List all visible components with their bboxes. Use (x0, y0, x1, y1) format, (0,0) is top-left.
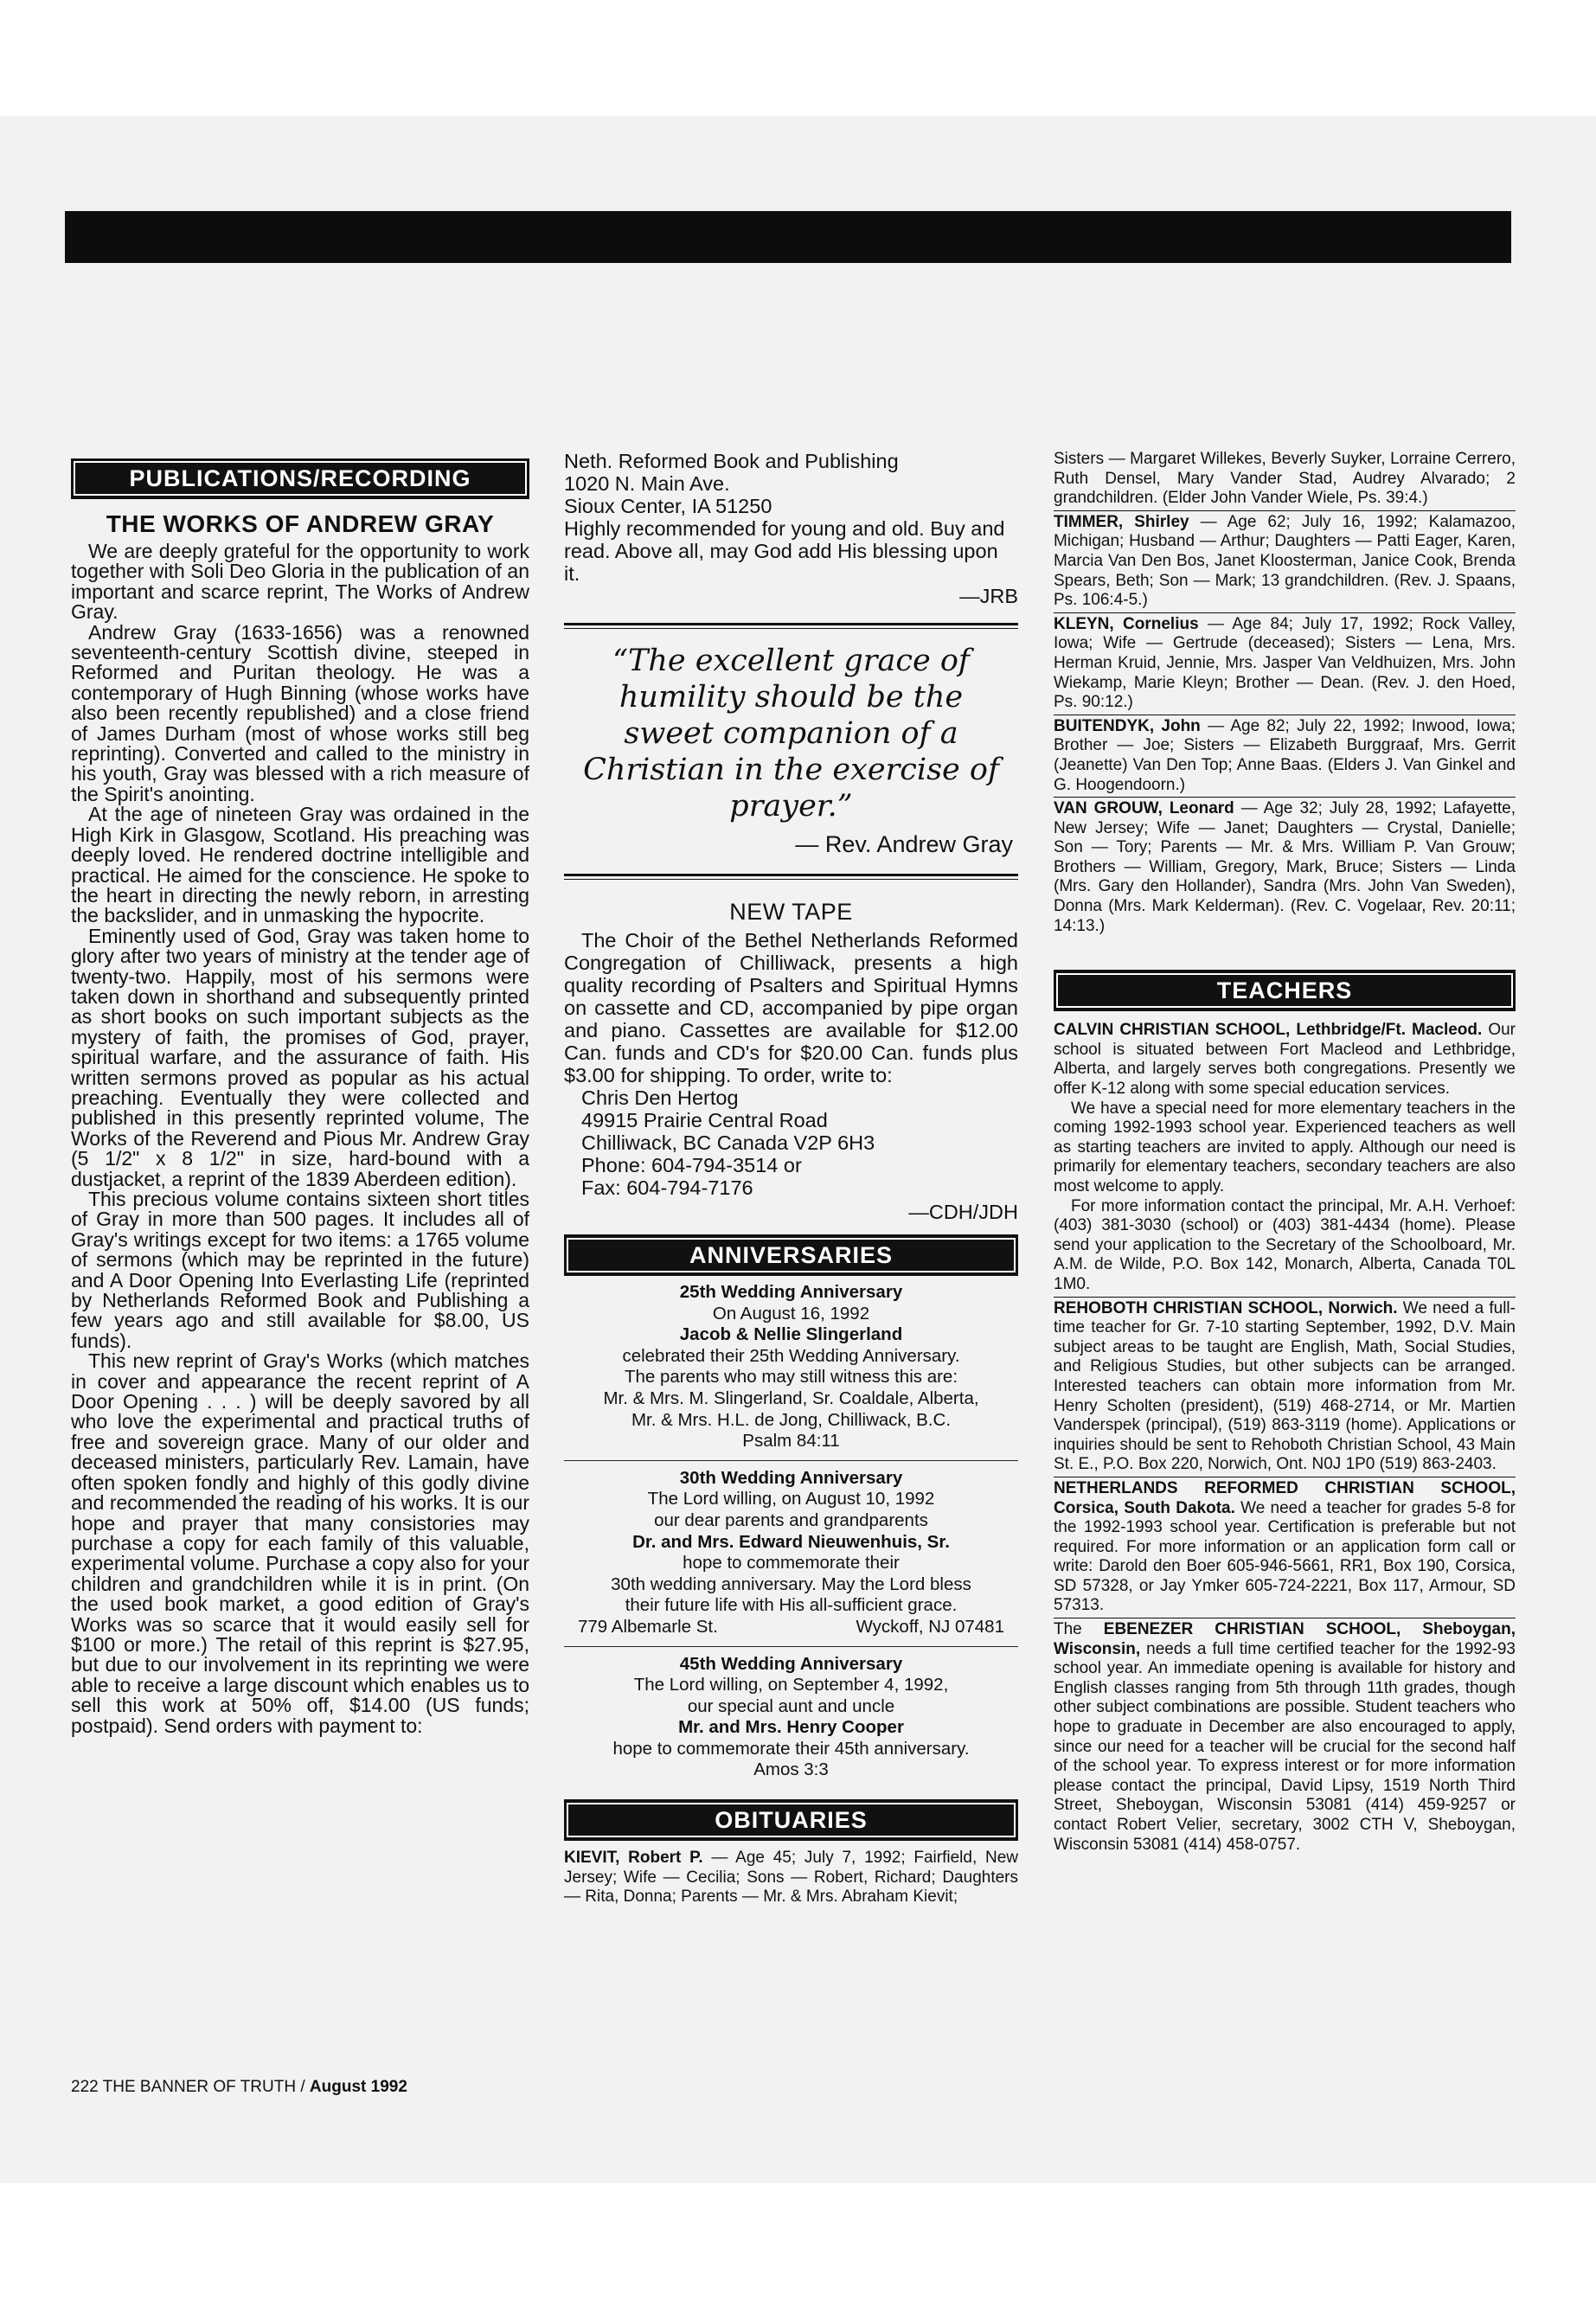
page-footer (71, 2078, 407, 2097)
teacher-ad-text: We need a teacher for grades 5-8 for the 1992-1993 school year. Certification is preferable but not required. For more information or an application form call or write: Darold den Boer 605-946-5661, RR1, Box 190, Corsica, SD 57328, or Jay Ymker 605-724-2221, Box 117, Armour, SD 57313. (1054, 1498, 1516, 1615)
article-paragraph: Eminently used of God, Gray was taken home to glory after two years of ministry at the tender age of twenty-two. Happily, most of his sermons were taken down in shorthand and subsequently printed as short books on such important subjects as the mystery of faith, the promises of God, prayer, spiritual warfare, and the assurance of faith. His written sermons proved as popular as his actual preaching. Eventually they were collected and published in this presently reprinted volume, The Works of the Reverend and Pious Mr. Andrew Gray (5 1/2" x 8 1/2" in size, hard-bound with a dustjacket, a reprint of the 1839 Aberdeen edition). (71, 924, 529, 1190)
anniversary-text: Amos 3:3 (753, 1759, 829, 1780)
contact-line: Chris Den Hertog (581, 1086, 739, 1109)
obituary-entry (1054, 612, 1516, 713)
contact-line: Fax: 604-794-7176 (581, 1176, 753, 1199)
anniversary-text: Psalm 84:11 (742, 1431, 840, 1452)
tape-title: NEW TAPE (729, 899, 853, 925)
anniversary-line: Mr. & Mrs. H.L. de Jong, Chilliwack, B.C. (631, 1409, 952, 1430)
anniversary-line: The Lord willing, on August 10, 1992 (647, 1489, 935, 1509)
obituary-entry (1054, 797, 1516, 936)
teacher-ad (1054, 1021, 1516, 1099)
publisher-address (564, 450, 1018, 517)
section-banner-obituaries: OBITUARIES (564, 1800, 1018, 1840)
address-line: Sioux Center, IA 51250 (564, 495, 772, 517)
teacher-ad-text: needs a full time certified teacher for the 1992-93 school year. An immediate opening is available for history and English classes ranging from 5th through 11th grades, though other subject combinations are possible. Student teachers who hope to graduate in December are also encouraged to apply, since our need for a teacher will be crucial for the second half of the school year. To express interest or for more information please contact the principal, David Lipsy, 1519 North Third Street, Sheboygan, Wisconsin 53081 (414) 459-9257 or contact Robert Velier, secretary, 3002 CTH V, Sheboygan, Wisconsin 53081 (414) 458-0757. (1054, 1639, 1516, 1854)
article-paragraph: We are deeply grateful for the opportunity to work together with Soli Deo Gloria in the publication of an important and scarce reprint, The Works of Andrew Gray. (71, 540, 529, 624)
contact-line: Phone: 604-794-3514 or (581, 1154, 802, 1176)
anniversary-line: On August 16, 1992 (712, 1303, 870, 1324)
section-banner-teachers: TEACHERS (1054, 971, 1516, 1010)
tape-body: The Choir of the Bethel Netherlands Reformed Congregation of Chilliwack, presents a high quality recording of Psalters and Spiritual Hymns on cassette and CD, accompanied by pipe organ and piano. Cassettes are available for $12.00 Can. funds and CD's for $20.00 Can. funds plus $3.00 for shipping. To order, write to: (564, 929, 1018, 1086)
anniversary-45th (564, 1654, 1018, 1782)
anniversary-couple: Dr. and Mrs. Edward Nieuwenhuis, Sr. (632, 1531, 950, 1552)
signature-jrb: —JRB (959, 585, 1018, 607)
divider (564, 1460, 1018, 1461)
obituary-name: KLEYN, Cornelius (1054, 614, 1199, 633)
anniversary-line: Mr. & Mrs. M. Slingerland, Sr. Coaldale, Alberta, (603, 1388, 979, 1408)
anniversary-heading: 45th Wedding Anniversary (679, 1653, 903, 1674)
teacher-ad-paragraph: For more information contact the principal, Mr. A.H. Verhoef: (403) 381-3030 (school) or (403) 381-4434 (home). Please send your application to the Secretary of the Schoolboard, Mr. A.M. de Wilde, P.O. Box 142, Monarch, Alberta, Canada T0L 1M0. (1054, 1196, 1516, 1293)
anniversary-heading: 30th Wedding Anniversary (679, 1467, 903, 1488)
anniversary-line: hope to commemorate their 45th anniversary. (612, 1738, 970, 1759)
article-paragraph: This precious volume contains sixteen short titles of Gray in more than 500 pages. It includes all of Gray's writings except for two items: a 1765 volume of sermons (which may be reprinted in the future) and A Door Opening Into Everlasting Life (reprinted by Netherlands Reformed Book and Publishing a few years ago and still available for $8.00, US funds). (71, 1188, 529, 1352)
column-publications (71, 458, 529, 2067)
anniversary-30th (564, 1468, 1018, 1638)
anniversary-couple: Jacob & Nellie Slingerland (679, 1324, 903, 1345)
quote-rule-bottom (564, 874, 1018, 880)
quote-rule-top (564, 623, 1018, 629)
tape-contact (564, 1086, 1018, 1199)
article-paragraph: Andrew Gray (1633-1656) was a renowned seventeenth-century Scottish divine, steeped in Reformed and Puritan theology. He was a contemporary of Hugh Binning (whose works have also been recently republished) and a close friend of James Durham (most of whose works still beg reprinting). Converted and called to the ministry in his youth, Gray was blessed with a rich measure of the Spirit's anointing. (71, 620, 529, 805)
contact-line: Chilliwack, BC Canada V2P 6H3 (581, 1131, 875, 1154)
address-city: Wyckoff, NJ 07481 (856, 1616, 1004, 1637)
column-middle (564, 450, 1018, 2106)
obituary-name: KIEVIT, Robert P. (564, 1849, 703, 1868)
school-name: CALVIN CHRISTIAN SCHOOL, Lethbridge/Ft. Macleod. (1054, 1021, 1483, 1040)
teacher-ad (1054, 1297, 1516, 1475)
address-line: 1020 N. Main Ave. (564, 472, 730, 495)
anniversary-line: 30th wedding anniversary. May the Lord bless (611, 1574, 971, 1594)
teacher-ad-text: We need a full-time teacher for Gr. 7-10 starting September, 1992, D.V. Main subject areas to be taught are English, Math, Social Studies, and Religious Studies, but other subjects can be arranged. Interested teachers can obtain more information from Mr. Henry Scholten (president), (519) 468-2714, or Mr. Martien Vanderspek (principal), (519) 863-3119 (home). Applications or inquiries should be sent to Rehoboth Christian School, 43 Main St. E., P.O. Box 220, Norwich, Ont. N0J 1P0 (519) 863-2403. (1054, 1298, 1516, 1474)
obituary-name: VAN GROUW, Leonard (1054, 799, 1234, 818)
anniversary-line: our special aunt and uncle (687, 1695, 895, 1716)
anniversary-line: The Lord willing, on September 4, 1992, (633, 1675, 949, 1695)
anniversary-line: celebrated their 25th Wedding Anniversary. (622, 1345, 960, 1366)
obituary-text: — Age 32; July 28, 1992; Lafayette, New Jersey; Wife — Janet; Daughters — Crystal, Danielle; Son — Tory; Parents — Mr. & Mrs. William P. Van Grouw; Brothers — William, Gregory, Mark, Bruce; Sisters — Linda (Mrs. Gary den Hollander), Sandra (Mrs. John Van Sweden), Donna (Mrs. Mark Kelderman). (Rev. C. Vogelaar, Rev. 20:11; 14:13.) (1054, 799, 1516, 935)
article-paragraph: At the age of nineteen Gray was ordained in the High Kirk in Glasgow, Scotland. His preaching was deeply loved. He rendered doctrine intelligible and practical. He aimed for the conscience. He spoke to the heart in directing the newly reborn, in arresting the backslider, and in unmasking the hypocrite. (71, 803, 529, 927)
obituary-text: — Age 62; July 16, 1992; Kalamazoo, Michigan; Husband — Arthur; Daughters — Patti Eager, Karen, Marcia Van Den Bos, Janet Kloosterman, Janice Cook, Brenda Spears, Beth; Son — Mark; 13 grandchildren. (Rev. J. Spaans, Ps. 106:4-5.) (1054, 512, 1516, 610)
article-paragraph: This new reprint of Gray's Works (which matches in cover and appearance the recent reprint of A Door Opening . . . ) will be deeply savored by all who love the experimental and practical truths of free and sovereign grace. Many of our older and deceased ministers, particularly Rev. Lamain, have often spoken fondly and highly of this godly divine and recommended the reading of his works. It is our hope and prayer that many consistories may purchase a copy for each family of this valuable, experimental volume. Purchase a copy also for your children and grandchildren while it is in print. (On the used book market, a good edition of Gray's Works was so scarce that it would easily sell for $100 or more.) The retail of this reprint is $27.95, but due to our involvement in its reprinting we were able to receive a large discount which enables us to sell this work at 50% off, $14.00 (US funds; postpaid). Send orders with payment to: (71, 1349, 529, 1737)
obituary-text: — Age 84; July 17, 1992; Rock Valley, Iowa; Wife — Gertrude (deceased); Sisters — Lena, Mrs. Herman Kruid, Jennie, Mrs. Jasper Van Veldhuizen, Mrs. John Wiekamp, Marie Kleyn; Brother — Dean. (Rev. J. den Hoed, Ps. 90:12.) (1054, 614, 1516, 712)
obituary-entry (1054, 715, 1516, 795)
anniversary-line: The parents who may still witness this are: (624, 1367, 958, 1388)
publication-name: THE BANNER OF TRUTH / (102, 2078, 305, 2096)
teacher-ad-prefix: The (1054, 1620, 1104, 1639)
section-banner-publications: PUBLICATIONS/RECORDING (71, 458, 529, 498)
recommendation-text: Highly recommended for young and old. Buy and read. Above all, may God add His blessing upon it. (564, 517, 1005, 585)
teacher-ad-paragraph: We have a special need for more elementary teachers in the coming 1992-1993 school year. Experienced teachers as well as starting teachers are invited to apply. Although our need is primarily for elementary teachers, secondary teachers are also most welcome to apply. (1054, 1099, 1516, 1195)
obituary-name: BUITENDYK, John (1054, 716, 1201, 735)
obituary-text: — Age 45; July 7, 1992; Fairfield, New Jersey; Wife — Cecilia; Sons — Robert, Richard; Daughters — Rita, Donna; Parents — Mr. & Mrs. Abraham Kievit; (564, 1849, 1018, 1907)
section-banner-anniversaries: ANNIVERSARIES (564, 1235, 1018, 1275)
anniversary-line: our dear parents and grandparents (654, 1509, 928, 1530)
divider (564, 1646, 1018, 1647)
school-name: EBENEZER CHRISTIAN SCHOOL, Sheboygan, Wisconsin, (1054, 1620, 1516, 1658)
anniversary-couple: Mr. and Mrs. Henry Cooper (678, 1717, 904, 1738)
teacher-ad (1054, 1618, 1516, 1855)
contact-line: 49915 Prairie Central Road (581, 1109, 828, 1131)
obituary-continued: Sisters — Margaret Willekes, Beverly Suyker, Lorraine Cerrero, Ruth Densel, Mary Vander Stad, Audrey Alvarado; 2 grandchildren. (Elder John Vander Wiele, Ps. 39:4.) (1054, 450, 1516, 508)
pull-quote: “The excellent grace of humility should be the sweet companion of a Christian in the exercise of prayer.” (583, 644, 999, 824)
article-title: THE WORKS OF ANDREW GRAY (106, 510, 495, 537)
obituary-entry (564, 1849, 1018, 1907)
address-street: 779 Albemarle St. (578, 1616, 718, 1637)
school-name: REHOBOTH CHRISTIAN SCHOOL, Norwich. (1054, 1298, 1398, 1317)
anniversary-25th (564, 1282, 1018, 1452)
page-number: 222 (71, 2078, 99, 2096)
school-name: NETHERLANDS REFORMED CHRISTIAN SCHOOL, Corsica, South Dakota. (1054, 1478, 1516, 1517)
anniversary-line: their future life with His all-sufficient grace. (625, 1595, 958, 1616)
teacher-ad-text: Our school is situated between Fort Macleod and Lethbridge, Alberta, and largely serves both congregations. Presently we offer K-12 along with some special education services. (1054, 1021, 1516, 1099)
teacher-ad (1054, 1477, 1516, 1616)
obituary-entry (1054, 510, 1516, 611)
header-bar (65, 211, 1511, 263)
address-line: Neth. Reformed Book and Publishing (564, 450, 899, 472)
anniversary-line: hope to commemorate their (683, 1553, 900, 1574)
obituary-text: — Age 82; July 22, 1992; Inwood, Iowa; Brother — Joe; Sisters — Elizabeth Burggraaf, Mrs. Gerrit (Jeanette) Van Den Top; Anne Baas. (Elders J. Van Ginkel and G. Hoogendoorn.) (1054, 716, 1516, 794)
signature-cdh: —CDH/JDH (908, 1201, 1018, 1223)
anniversary-address (564, 1617, 1018, 1638)
obituary-name: TIMMER, Shirley (1054, 512, 1189, 531)
quote-author: — Rev. Andrew Gray (795, 831, 1013, 857)
issue-date: August 1992 (309, 2078, 407, 2096)
column-right (1054, 450, 1516, 2059)
anniversary-heading: 25th Wedding Anniversary (679, 1282, 903, 1302)
